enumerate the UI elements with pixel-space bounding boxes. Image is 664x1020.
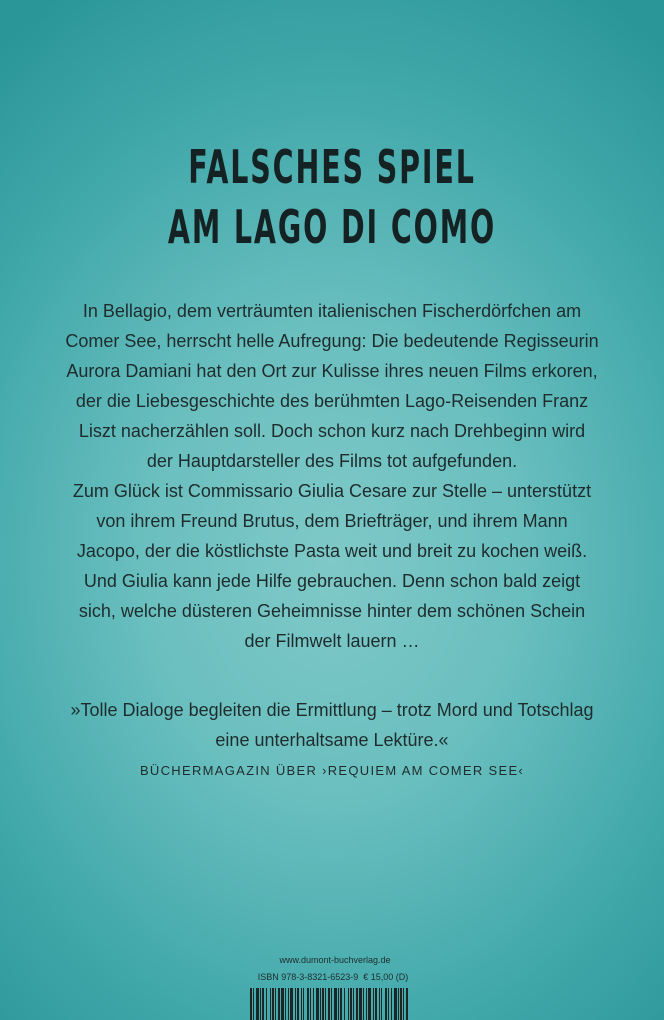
blurb-line: Comer See, herrscht helle Aufregung: Die bedeutende Regisseurin — [65, 331, 599, 351]
isbn-price-line — [245, 972, 421, 982]
blurb-line: von ihrem Freund Brutus, dem Briefträger, und ihrem Mann — [96, 511, 568, 531]
blurb-line: sich, welche düsteren Geheimnisse hinter dem schönen Schein — [78, 601, 586, 621]
price: € 15,00 (D) — [363, 972, 409, 982]
review-quote-line-1: »Tolle Dialoge begleiten die Ermittlung – trotz Mord und Totschlag — [70, 700, 594, 720]
blurb-line: Und Giulia kann jede Hilfe gebrauchen. Denn schon bald zeigt — [83, 571, 581, 591]
blurb-line: der Filmwelt lauern … — [244, 631, 420, 651]
blurb-line: Aurora Damiani hat den Ort zur Kulisse ihres neuen Films erkoren, — [66, 361, 598, 381]
book-title-line-1: FALSCHES SPIEL — [188, 140, 476, 194]
blurb-line: Liszt nacherzählen soll. Doch schon kurz nach Drehbeginn wird — [78, 421, 586, 441]
blurb-text — [40, 296, 624, 656]
review-quote-line-2: eine unterhaltsame Lektüre.« — [215, 730, 449, 750]
barcode — [250, 988, 408, 1020]
blurb-line: Zum Glück ist Commissario Giulia Cesare zur Stelle – unterstützt — [72, 481, 592, 501]
review-source: BÜCHERMAGAZIN ÜBER ›REQUIEM AM COMER SEE‹ — [139, 763, 525, 778]
blurb-line: Jacopo, der die köstlichste Pasta weit und breit zu kochen weiß. — [76, 541, 588, 561]
publisher-website: www.dumont-buchverlag.de — [279, 955, 391, 965]
blurb-line: In Bellagio, dem verträumten italienischen Fischerdörfchen am — [82, 301, 582, 321]
isbn-number: ISBN 978-3-8321-6523-9 — [257, 972, 359, 982]
review-quote — [40, 695, 624, 755]
blurb-line: der Hauptdarsteller des Films tot aufgefunden. — [146, 451, 518, 471]
book-title-line-2: AM LAGO DI COMO — [167, 200, 497, 254]
blurb-line: der die Liebesgeschichte des berühmten Lago-Reisenden Franz — [75, 391, 589, 411]
